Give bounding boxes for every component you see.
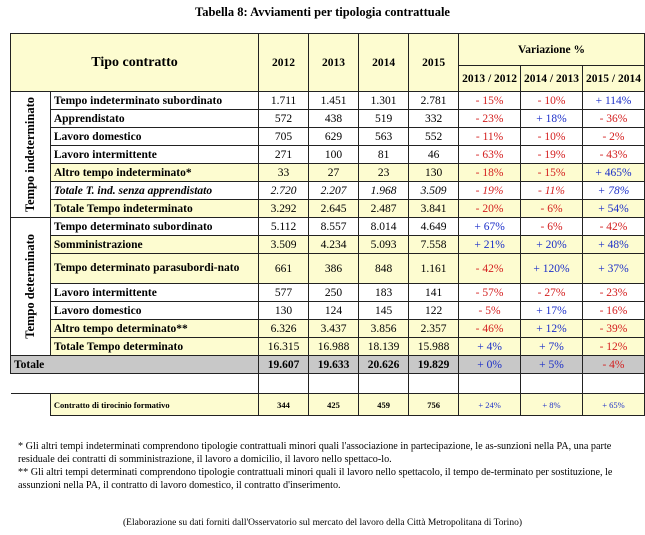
variation-cell: - 12% bbox=[583, 338, 645, 356]
value-cell: 5.112 bbox=[259, 218, 309, 236]
row-label: Lavoro domestico bbox=[50, 302, 258, 320]
variation-cell: + 67% bbox=[459, 218, 521, 236]
value-cell: 100 bbox=[309, 146, 359, 164]
header-tipo bbox=[11, 34, 259, 92]
footnote: ** Gli altri tempi determinati comprendono tipologie contrattuali minori quali il lavoro nello spettacolo, il tempo de-terminato per sostituzione, le assunzioni nella PA, il contratto di lavoro domestico, il contratto d'inserimento. bbox=[18, 467, 613, 491]
table-row bbox=[11, 128, 645, 146]
header-year: 2014 bbox=[359, 34, 409, 92]
value-cell: 1.968 bbox=[359, 182, 409, 200]
tirocinio-variation: + 24% bbox=[459, 394, 521, 416]
variation-cell: - 19% bbox=[459, 182, 521, 200]
value-cell: 3.292 bbox=[259, 200, 309, 218]
total-variation: + 5% bbox=[521, 356, 583, 374]
table-row bbox=[11, 338, 645, 356]
variation-cell: + 48% bbox=[583, 236, 645, 254]
variation-cell: - 36% bbox=[583, 110, 645, 128]
value-cell: 661 bbox=[259, 254, 309, 284]
spacer-cell bbox=[259, 374, 309, 394]
spacer-cell bbox=[359, 374, 409, 394]
value-cell: 183 bbox=[359, 284, 409, 302]
value-cell: 2.487 bbox=[359, 200, 409, 218]
header-year: 2012 bbox=[259, 34, 309, 92]
table-row bbox=[11, 302, 645, 320]
table-row bbox=[11, 200, 645, 218]
variation-cell: + 37% bbox=[583, 254, 645, 284]
value-cell: 3.509 bbox=[409, 182, 459, 200]
value-cell: 16.315 bbox=[259, 338, 309, 356]
variation-cell: - 10% bbox=[521, 128, 583, 146]
table-title: Tabella 8: Avviamenti per tipologia contrattuale bbox=[195, 5, 450, 19]
row-label: Lavoro intermittente bbox=[50, 146, 258, 164]
group-label-cell bbox=[11, 218, 51, 356]
spacer-cell bbox=[583, 374, 645, 394]
value-cell: 438 bbox=[309, 110, 359, 128]
tirocinio-row bbox=[11, 394, 645, 416]
variation-cell: + 114% bbox=[583, 92, 645, 110]
value-cell: 46 bbox=[409, 146, 459, 164]
variation-cell: + 4% bbox=[459, 338, 521, 356]
total-value: 19.607 bbox=[259, 356, 309, 374]
variation-cell: + 465% bbox=[583, 164, 645, 182]
table-row bbox=[11, 146, 645, 164]
total-value: 19.829 bbox=[409, 356, 459, 374]
value-cell: 552 bbox=[409, 128, 459, 146]
table-row bbox=[11, 182, 645, 200]
variation-cell: - 63% bbox=[459, 146, 521, 164]
value-cell: 705 bbox=[259, 128, 309, 146]
variation-cell: + 21% bbox=[459, 236, 521, 254]
header-tipo-label: Tipo contratto bbox=[91, 54, 178, 70]
value-cell: 23 bbox=[359, 164, 409, 182]
row-label: Lavoro intermittente bbox=[50, 284, 258, 302]
value-cell: 130 bbox=[259, 302, 309, 320]
variation-cell: + 17% bbox=[521, 302, 583, 320]
tirocinio-value: 425 bbox=[309, 394, 359, 416]
table-row bbox=[11, 218, 645, 236]
value-cell: 122 bbox=[409, 302, 459, 320]
value-cell: 18.139 bbox=[359, 338, 409, 356]
row-label: Somministrazione bbox=[50, 236, 258, 254]
row-label: Altro tempo determinato** bbox=[50, 320, 258, 338]
row-label: Tempo determinato subordinato bbox=[50, 218, 258, 236]
value-cell: 519 bbox=[359, 110, 409, 128]
value-cell: 7.558 bbox=[409, 236, 459, 254]
header-year: 2013 bbox=[309, 34, 359, 92]
value-cell: 3.437 bbox=[309, 320, 359, 338]
value-cell: 332 bbox=[409, 110, 459, 128]
value-cell: 27 bbox=[309, 164, 359, 182]
value-cell: 124 bbox=[309, 302, 359, 320]
value-cell: 130 bbox=[409, 164, 459, 182]
spacer-cell bbox=[309, 374, 359, 394]
value-cell: 33 bbox=[259, 164, 309, 182]
table-row bbox=[11, 236, 645, 254]
tirocinio-value: 344 bbox=[259, 394, 309, 416]
value-cell: 1.451 bbox=[309, 92, 359, 110]
tirocinio-value: 756 bbox=[409, 394, 459, 416]
value-cell: 3.509 bbox=[259, 236, 309, 254]
variation-cell: - 19% bbox=[521, 146, 583, 164]
value-cell: 145 bbox=[359, 302, 409, 320]
row-label: Totale T. ind. senza apprendistato bbox=[50, 182, 258, 200]
variation-cell: - 6% bbox=[521, 200, 583, 218]
value-cell: 8.014 bbox=[359, 218, 409, 236]
table-row bbox=[11, 254, 645, 284]
value-cell: 572 bbox=[259, 110, 309, 128]
tirocinio-label: Contratto di tirocinio formativo bbox=[50, 394, 258, 416]
table-row bbox=[11, 110, 645, 128]
value-cell: 3.856 bbox=[359, 320, 409, 338]
value-cell: 3.841 bbox=[409, 200, 459, 218]
total-variation: + 0% bbox=[459, 356, 521, 374]
value-cell: 848 bbox=[359, 254, 409, 284]
variation-cell: + 7% bbox=[521, 338, 583, 356]
group-label: Tempo determinato bbox=[23, 234, 38, 339]
value-cell: 81 bbox=[359, 146, 409, 164]
row-label: Lavoro domestico bbox=[50, 128, 258, 146]
spacer-cell bbox=[409, 374, 459, 394]
contracts-table bbox=[10, 33, 645, 416]
table-row bbox=[11, 92, 645, 110]
variation-cell: - 10% bbox=[521, 92, 583, 110]
value-cell: 6.326 bbox=[259, 320, 309, 338]
header-year: 2015 bbox=[409, 34, 459, 92]
variation-cell: - 42% bbox=[583, 218, 645, 236]
variation-cell: - 20% bbox=[459, 200, 521, 218]
value-cell: 2.781 bbox=[409, 92, 459, 110]
total-variation: - 4% bbox=[583, 356, 645, 374]
value-cell: 1.301 bbox=[359, 92, 409, 110]
table-row bbox=[11, 320, 645, 338]
value-cell: 16.988 bbox=[309, 338, 359, 356]
footnote: * Gli altri tempi indeterminati comprendono tipologie contrattuali minori quali l'associazione in partecipazione, le as-sunzioni nella PA, una parte residuale dei contratti di somministrazione, il lavoro a domicilio, il lavoro nello spettaco-lo. bbox=[18, 441, 612, 465]
spacer-cell bbox=[521, 374, 583, 394]
footnotes bbox=[18, 440, 630, 492]
source-note: (Elaborazione su dati forniti dall'Osservatorio sul mercato del lavoro della Città Metropolitana di Torino) bbox=[123, 518, 522, 528]
variation-cell: - 57% bbox=[459, 284, 521, 302]
variation-cell: - 23% bbox=[459, 110, 521, 128]
value-cell: 4.649 bbox=[409, 218, 459, 236]
group-label-cell bbox=[11, 92, 51, 218]
row-label: Totale Tempo determinato bbox=[50, 338, 258, 356]
variation-cell: + 18% bbox=[521, 110, 583, 128]
variation-cell: - 15% bbox=[521, 164, 583, 182]
value-cell: 563 bbox=[359, 128, 409, 146]
variation-cell: + 78% bbox=[583, 182, 645, 200]
variation-cell: - 5% bbox=[459, 302, 521, 320]
value-cell: 8.557 bbox=[309, 218, 359, 236]
value-cell: 15.988 bbox=[409, 338, 459, 356]
total-value: 20.626 bbox=[359, 356, 409, 374]
value-cell: 2.207 bbox=[309, 182, 359, 200]
table-row bbox=[11, 164, 645, 182]
row-label: Tempo indeterminato subordinato bbox=[50, 92, 258, 110]
header-var-col: 2014 / 2013 bbox=[521, 66, 583, 92]
header-var-col: 2013 / 2012 bbox=[459, 66, 521, 92]
variation-cell: + 120% bbox=[521, 254, 583, 284]
variation-cell: - 23% bbox=[583, 284, 645, 302]
value-cell: 577 bbox=[259, 284, 309, 302]
value-cell: 271 bbox=[259, 146, 309, 164]
variation-cell: - 6% bbox=[521, 218, 583, 236]
value-cell: 141 bbox=[409, 284, 459, 302]
variation-cell: - 16% bbox=[583, 302, 645, 320]
header-variazione: Variazione % bbox=[459, 34, 645, 66]
tirocinio-variation: + 65% bbox=[583, 394, 645, 416]
variation-cell: - 42% bbox=[459, 254, 521, 284]
variation-cell: - 18% bbox=[459, 164, 521, 182]
total-label: Totale bbox=[11, 356, 259, 374]
row-label: Tempo determinato parasubordi-nato bbox=[50, 254, 258, 284]
row-label: Altro tempo indeterminato* bbox=[50, 164, 258, 182]
table-row bbox=[11, 284, 645, 302]
total-row bbox=[11, 356, 645, 374]
tirocinio-variation: + 8% bbox=[521, 394, 583, 416]
value-cell: 2.357 bbox=[409, 320, 459, 338]
variation-cell: + 54% bbox=[583, 200, 645, 218]
tirocinio-value: 459 bbox=[359, 394, 409, 416]
value-cell: 2.645 bbox=[309, 200, 359, 218]
variation-cell: - 27% bbox=[521, 284, 583, 302]
table-body bbox=[11, 34, 645, 416]
variation-cell: - 43% bbox=[583, 146, 645, 164]
empty-cell bbox=[11, 394, 51, 416]
header-var-col: 2015 / 2014 bbox=[583, 66, 645, 92]
value-cell: 629 bbox=[309, 128, 359, 146]
group-label: Tempo indeterminato bbox=[23, 96, 38, 213]
value-cell: 386 bbox=[309, 254, 359, 284]
value-cell: 1.161 bbox=[409, 254, 459, 284]
value-cell: 250 bbox=[309, 284, 359, 302]
variation-cell: - 11% bbox=[459, 128, 521, 146]
variation-cell: - 15% bbox=[459, 92, 521, 110]
variation-cell: + 12% bbox=[521, 320, 583, 338]
spacer-cell bbox=[459, 374, 521, 394]
variation-cell: - 39% bbox=[583, 320, 645, 338]
value-cell: 1.711 bbox=[259, 92, 309, 110]
spacer-cell bbox=[11, 374, 259, 394]
value-cell: 2.720 bbox=[259, 182, 309, 200]
total-value: 19.633 bbox=[309, 356, 359, 374]
spacer-row bbox=[11, 374, 645, 394]
header-row bbox=[11, 34, 645, 66]
variation-cell: - 11% bbox=[521, 182, 583, 200]
row-label: Totale Tempo indeterminato bbox=[50, 200, 258, 218]
variation-cell: - 46% bbox=[459, 320, 521, 338]
value-cell: 4.234 bbox=[309, 236, 359, 254]
row-label: Apprendistato bbox=[50, 110, 258, 128]
variation-cell: + 20% bbox=[521, 236, 583, 254]
variation-cell: - 2% bbox=[583, 128, 645, 146]
value-cell: 5.093 bbox=[359, 236, 409, 254]
